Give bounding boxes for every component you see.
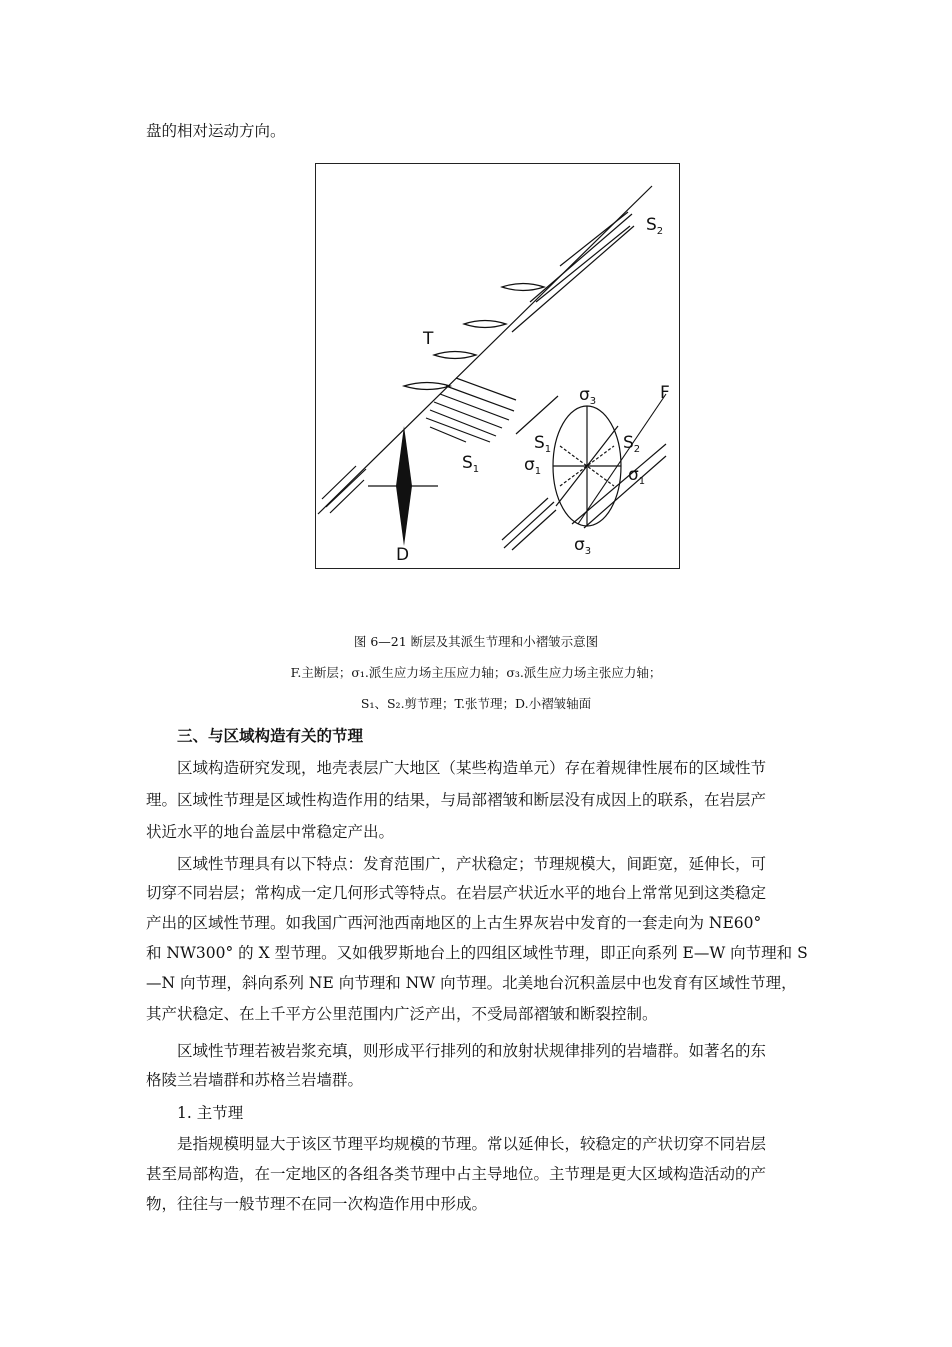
label-sigma3-bottom: $\sigma_3$ [574,535,592,557]
figure-caption-line3: S₁、S₂.剪节理；T.张节理；D.小褶皱轴面 [360,696,592,711]
label-sigma3-top: $\sigma_3$ [579,385,597,407]
section-heading: 三、与区域构造有关的节理 [177,727,364,745]
label-t: T [423,329,434,349]
label-sigma1-right: $\sigma_1$ [628,465,646,487]
paragraph-line: 区域构造研究发现，地壳表层广大地区（某些构造单元）存在着规律性展布的区域性节 [177,759,767,777]
paragraph-line: —N 向节理，斜向系列 NE 向节理和 NW 向节理。北美地台沉积盖层中也发育有区域性节理， [146,974,797,992]
label-d: D [396,545,410,565]
label-f: F [660,383,670,403]
paragraph-line: 甚至局部构造，在一定地区的各组各类节理中占主导地位。主节理是更大区域构造活动的产 [146,1165,767,1183]
paragraph-line: 切穿不同岩层；常构成一定几何形式等特点。在岩层产状近水平的地台上常常见到这类稳定 [146,884,767,902]
label-s1-small: $S_1$ [534,433,552,455]
paragraph-line: 其产状稳定、在上千平方公里范围内广泛产出，不受局部褶皱和断裂控制。 [146,1005,658,1023]
label-s2: $S_2$ [646,215,664,237]
shear-joints-s1 [426,378,516,442]
paragraph-line: 区域性节理若被岩浆充填，则形成平行排列的和放射状规律排列的岩墙群。如著名的东 [177,1042,767,1060]
fault-diagram [315,163,680,569]
label-s1: $S_1$ [462,453,480,475]
fold-axial-plane-d [396,426,412,546]
paragraph-line: 理。区域性节理是区域性构造作用的结果，与局部褶皱和断层没有成因上的联系，在岩层产 [146,791,767,809]
paragraph-line: 格陵兰岩墙群和苏格兰岩墙群。 [146,1071,364,1089]
intro-line: 盘的相对运动方向。 [146,122,286,140]
figure-caption-title: 图 6—21 断层及其派生节理和小褶皱示意图 [353,634,599,649]
label-s2-small: $S_2$ [623,433,641,455]
paragraph-line: 是指规模明显大于该区节理平均规模的节理。常以延伸长，较稳定的产状切穿不同岩层 [177,1135,767,1153]
paragraph-line: 物，往往与一般节理不在同一次构造作用中形成。 [146,1195,488,1213]
paragraph-line: 状近水平的地台盖层中常稳定产出。 [146,823,395,841]
paragraph-line: 产出的区域性节理。如我国广西河池西南地区的上古生界灰岩中发育的一套走向为 NE60° [146,914,762,932]
shear-joints-s2 [512,212,634,332]
paragraph-line: 区域性节理具有以下特点：发育范围广，产状稳定；节理规模大，间距宽，延伸长，可 [177,855,767,873]
paragraph-line: 和 NW300° 的 X 型节理。又如俄罗斯地台上的四组区域性节理，即正向系列 E—W 向节理和 S [146,944,808,962]
label-sigma1-left: $\sigma_1$ [524,455,542,477]
main-fault-line [318,186,652,514]
figure-caption-line2: F.主断层；σ₁.派生应力场主压应力轴；σ₃.派生应力场主张应力轴； [290,665,662,680]
subheading: 1. 主节理 [177,1104,244,1122]
